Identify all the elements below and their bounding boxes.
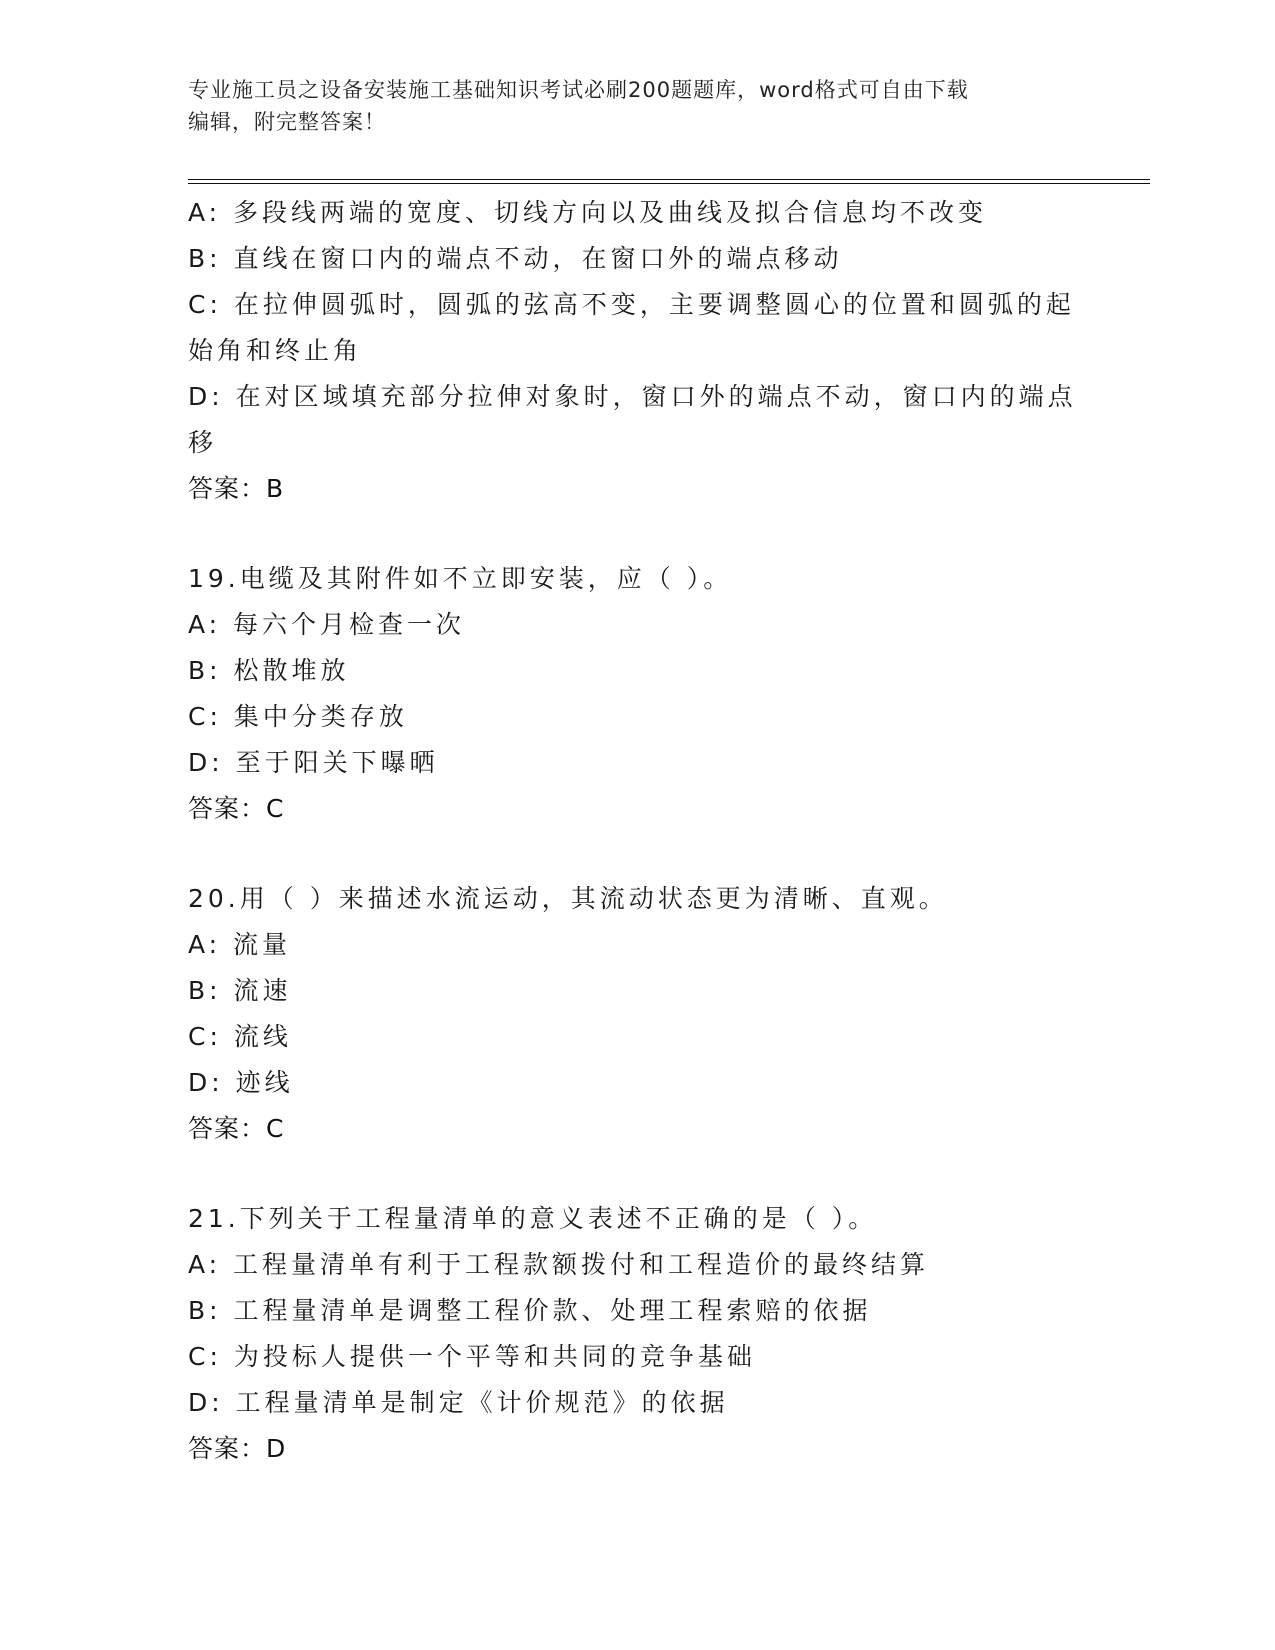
- option-a: A: 多段线两端的宽度、切线方向以及曲线及拟合信息均不改变: [188, 198, 988, 227]
- header-divider-bottom: [188, 183, 1150, 184]
- option-a: A: 每六个月检查一次: [188, 610, 466, 639]
- option-a: A: 流量: [188, 930, 292, 959]
- option-b: B: 流速: [188, 976, 292, 1005]
- option-d: D: 工程量清单是制定《计价规范》的依据: [188, 1388, 729, 1417]
- question-stem: 21.下列关于工程量清单的意义表述不正确的是（ ）。: [188, 1204, 878, 1233]
- question-18: [188, 190, 1088, 512]
- option-b: B: 松散堆放: [188, 656, 350, 685]
- spacer: [188, 832, 1088, 876]
- option-d: D: 在对区域填充部分拉伸对象时，窗口外的端点不动，窗口内的端点: [188, 382, 1077, 411]
- option-c: C: 集中分类存放: [188, 702, 408, 731]
- question-21: [188, 1196, 1088, 1472]
- question-stem: 19.电缆及其附件如不立即安装，应（ ）。: [188, 564, 733, 593]
- answer: 答案：C: [188, 794, 285, 823]
- spacer: [188, 512, 1088, 556]
- answer: 答案：C: [188, 1114, 285, 1143]
- option-d-continued: 移: [188, 428, 218, 457]
- option-c: C: 在拉伸圆弧时，圆弧的弦高不变，主要调整圆心的位置和圆弧的起: [188, 290, 1075, 319]
- option-a: A: 工程量清单有利于工程款额拨付和工程造价的最终结算: [188, 1250, 930, 1279]
- header-divider-top: [188, 179, 1150, 180]
- question-19: [188, 556, 1088, 832]
- option-c-continued: 始角和终止角: [188, 336, 363, 365]
- option-d: D: 迹线: [188, 1068, 294, 1097]
- document-header: [188, 74, 1068, 138]
- option-b: B: 工程量清单是调整工程价款、处理工程索赔的依据: [188, 1296, 872, 1325]
- option-c: C: 为投标人提供一个平等和共同的竞争基础: [188, 1342, 756, 1371]
- header-title-line-2: 编辑，附完整答案！: [188, 110, 386, 134]
- question-list: [188, 190, 1088, 1472]
- option-d: D: 至于阳关下曝晒: [188, 748, 439, 777]
- option-c: C: 流线: [188, 1022, 292, 1051]
- option-b: B: 直线在窗口内的端点不动，在窗口外的端点移动: [188, 244, 843, 273]
- question-stem: 20.用（ ）来描述水流运动，其流动状态更为清晰、直观。: [188, 884, 948, 913]
- header-title-line-1: 专业施工员之设备安装施工基础知识考试必刷200题题库，word格式可自由下载: [188, 78, 969, 102]
- answer: 答案：B: [188, 474, 285, 503]
- spacer: [188, 1152, 1088, 1196]
- answer: 答案：D: [188, 1434, 287, 1463]
- question-20: [188, 876, 1088, 1152]
